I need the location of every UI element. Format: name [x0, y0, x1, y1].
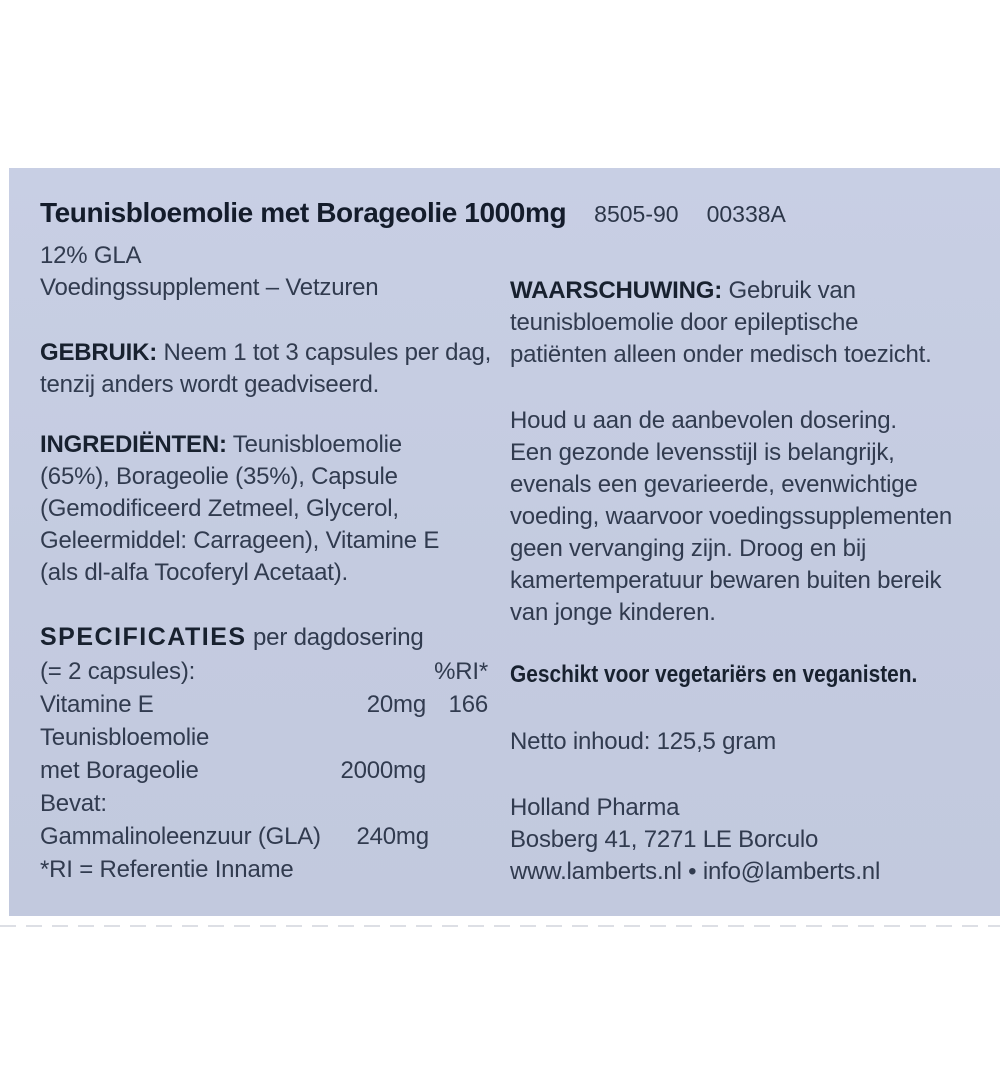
manufacturer-contact: www.lamberts.nl • info@lamberts.nl [510, 858, 881, 885]
spec-row-bevat [40, 788, 488, 821]
spec-name: Teunisbloemolie [40, 724, 210, 751]
warning-text: Gebruik van teunisbloemolie door epileptische patiënten alleen onder medisch toezicht. [510, 277, 932, 368]
advice-text: Houd u aan de aanbevolen dosering. Een gezonde levensstijl is belangrijk, evenals een gevarieerde, evenwichtige voeding, waarvoor voedingssupplementen geen vervanging zijn. Droog en bij kamertemperatuur bewaren buiten bereik van jonge kinderen. [510, 407, 953, 626]
spec-footnote-row [40, 854, 488, 887]
usage-text: Neem 1 tot 3 capsules per dag, tenzij anders wordt geadviseerd. [40, 339, 492, 398]
usage-section [40, 337, 502, 401]
specifications-heading-suffix: per dagdosering [253, 624, 424, 651]
specifications-table [40, 656, 488, 887]
label-header-line [40, 197, 786, 230]
label-cut-line [0, 925, 1000, 927]
product-subtitle: 12% GLA [40, 242, 142, 269]
product-code-lot: 8505-90 [594, 201, 679, 227]
suitable-text: Geschikt voor vegetariërs en veganisten. [510, 661, 918, 688]
usage-heading: GEBRUIK: [40, 339, 158, 366]
spec-name: Bevat: [40, 790, 107, 817]
ingredients-section [40, 429, 502, 589]
suitable-line [510, 659, 982, 691]
advice-section [510, 405, 982, 629]
supplement-label [9, 168, 1000, 916]
spec-name: Vitamine E [40, 691, 154, 718]
ingredients-heading: INGREDIËNTEN: [40, 431, 227, 458]
ingredients-text: Teunisbloemolie (65%), Borageolie (35%), Capsule (Gemodificeerd Zetmeel, Glycerol, Geleermiddel: Carrageen), Vitamine E (als dl-alfa Tocoferyl Acetaat). [40, 431, 440, 586]
spec-row-gla [40, 821, 488, 854]
spec-row-teunisbloemolie [40, 722, 488, 755]
manufacturer-name: Holland Pharma [510, 794, 680, 821]
spec-dose-line: (= 2 capsules): [40, 658, 196, 685]
spec-name: Gammalinoleenzuur (GLA) [40, 823, 321, 850]
spec-footnote: *RI = Referentie Inname [40, 856, 294, 883]
manufacturer-block [510, 792, 982, 888]
product-title: Teunisbloemolie met Borageolie 1000mg [40, 197, 567, 228]
spec-amount: 2000mg [340, 757, 426, 784]
specifications-heading-line [40, 621, 502, 654]
product-code-item: 00338A [706, 201, 786, 227]
warning-section [510, 275, 982, 371]
spec-amount: 240mg [356, 823, 429, 850]
spec-row-vitamine-e [40, 689, 488, 722]
specifications-heading: SPECIFICATIES [40, 623, 247, 651]
manufacturer-address: Bosberg 41, 7271 LE Borculo [510, 826, 819, 853]
spec-header-row [40, 656, 488, 689]
net-content: Netto inhoud: 125,5 gram [510, 728, 777, 755]
product-category: Voedingssupplement – Vetzuren [40, 274, 379, 301]
warning-heading: WAARSCHUWING: [510, 277, 723, 304]
spec-name: met Borageolie [40, 757, 199, 784]
spec-ri: 166 [448, 691, 488, 718]
spec-amount: 20mg [366, 691, 426, 718]
spec-ri-header: %RI* [434, 658, 488, 685]
spec-row-met-borageolie [40, 755, 488, 788]
